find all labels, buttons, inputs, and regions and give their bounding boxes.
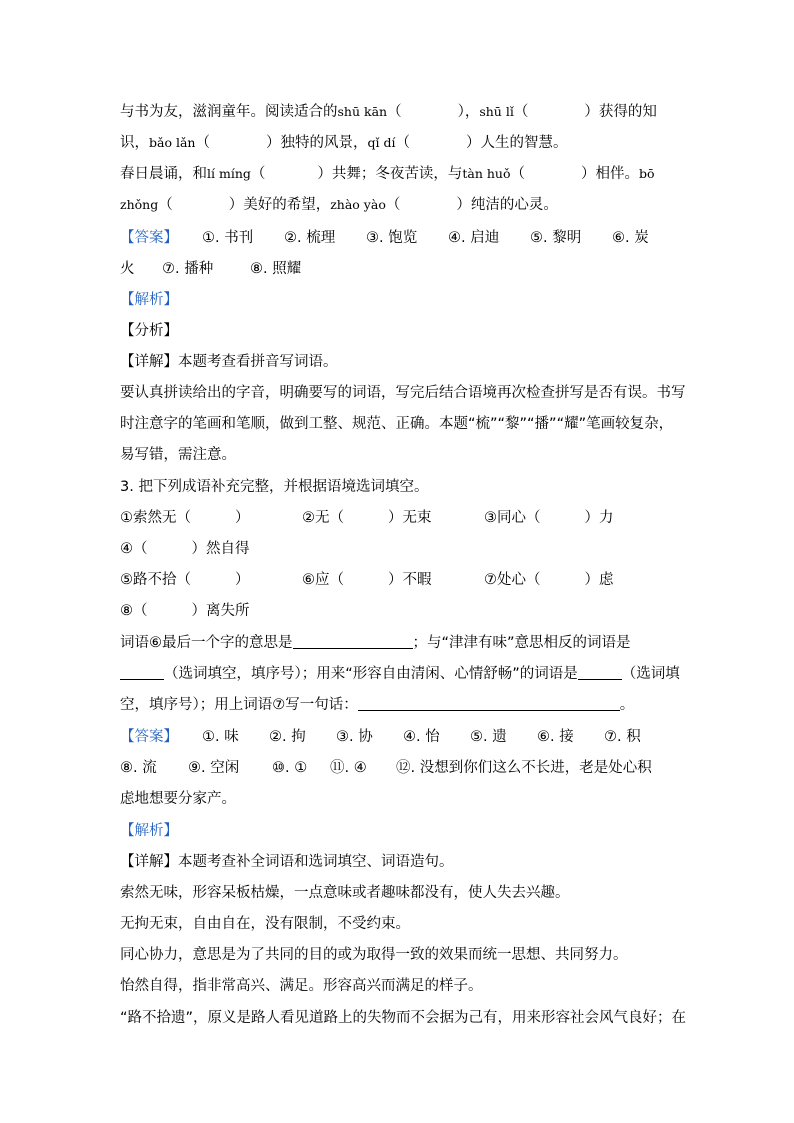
q3-fill-line-1: 词语⑥最后一个字的意思是 ；与“津津有味”意思相反的词语是 [120, 635, 631, 651]
answer-item: ④. 启迪 [448, 230, 500, 246]
pinyin-qidi: qǐ dí [367, 135, 396, 150]
answer-item: ①. 味 [202, 729, 239, 745]
q3-fill-line-3: 空，填序号）；用上词语⑦写一句话： 。 [120, 697, 635, 713]
pinyin-zhong: zhǒng [120, 197, 159, 212]
pinyin-bo: bō [639, 166, 655, 181]
xiangjie-text: 本题考查补全词语和选词填空、词语造句。 [178, 854, 454, 870]
xiangjie-text: 本题考查看拼音写词语。 [178, 354, 338, 370]
idiom-7: ⑦处心（ ）虑 [484, 572, 614, 588]
q2-xiangjie [120, 352, 680, 372]
q3-paragraph-2: 无拘无束，自由自在，没有限制，不受约束。 [120, 916, 410, 932]
q2-explain-2: 时注意字的笔画和笔顺，做到工整、规范、正确。本题“梳”“黎”“播”“耀”笔画较复杂， [120, 416, 674, 432]
paren-open: （ [395, 135, 410, 151]
answer-blank[interactable] [578, 665, 622, 680]
answer-blank[interactable] [120, 665, 164, 680]
q3-row-2 [120, 539, 680, 559]
paren-open: （ [385, 197, 401, 213]
answer-item: ⑩. ① [272, 760, 308, 776]
answer-item: ⑦. 播种 [162, 261, 214, 277]
answer-item: ⑫. 没想到你们这么不长进，老是处心积 [396, 760, 652, 776]
q3-fill-line-2: （选词填空，填序号）；用来“形容自由清闲、心情舒畅”的词语是 （选词填 [120, 664, 680, 684]
q3-row-4 [120, 601, 680, 621]
q2-line4-text-b: ）美好的希望， [228, 197, 331, 213]
pinyin-shukan: shū kān [337, 104, 388, 119]
answer-blank[interactable] [293, 634, 413, 649]
answer-label: 【答案】 [120, 729, 178, 745]
paren-open: （ [513, 104, 529, 120]
pinyin-liming: lí míng [207, 166, 251, 181]
answer-item: ⑤. 遗 [470, 729, 507, 745]
answer-item: ③. 饱览 [366, 230, 418, 246]
answer-item: ③. 协 [336, 729, 373, 745]
q2-answer-line-2 [120, 259, 680, 279]
answer-item: ⑪. ④ [330, 760, 367, 776]
xiangjie-label: 【详解】 [120, 354, 178, 370]
q2-line-2 [120, 133, 680, 153]
paren-open: （ [250, 166, 266, 182]
q2-line2-text-a: 识， [120, 135, 149, 151]
answer-item: ④. 怡 [403, 729, 440, 745]
paren-open: （ [510, 166, 526, 182]
answer-blank[interactable] [358, 696, 620, 711]
q2-line3-text-c: ）共舞；冬夜苦读，与 [317, 166, 463, 182]
answer-item: ⑧. 流 [120, 760, 157, 776]
q2-answer-line-1 [120, 228, 680, 248]
q2-line4-text-d: ）纯洁的心灵。 [456, 197, 558, 213]
q2-line-1 [120, 102, 680, 122]
q2-line3-text-e: ）相伴。 [581, 166, 640, 182]
answer-label: 【答案】 [120, 230, 178, 246]
q2-line1-text-e: ）获得的知 [584, 104, 657, 120]
q3-answer-line-2 [120, 758, 680, 778]
answer-item: ⑨. 空闲 [188, 760, 240, 776]
answer-item: ⑧. 照耀 [250, 261, 302, 277]
q2-line-3 [120, 164, 680, 184]
idiom-8: ⑧（ ）离失所 [120, 603, 250, 619]
q3-answer-line-3: 虑地想要分家产。 [120, 791, 236, 807]
q2-explain-3: 易写错，需注意。 [120, 447, 236, 463]
answer-item: ①. 书刊 [202, 230, 254, 246]
answer-item: ②. 拘 [269, 729, 306, 745]
pinyin-tanhuo: tàn huǒ [462, 166, 511, 181]
pinyin-baolan: bǎo lǎn [149, 135, 196, 150]
answer-item: ⑤. 黎明 [530, 230, 582, 246]
q3-xiangjie [120, 852, 680, 872]
paren-open: （ [158, 197, 173, 213]
q2-explain-1: 要认真拼读给出的字音，明确要写的词语，写完后结合语境再次检查拼写是否有误。书写 [120, 385, 686, 401]
q3-row-1 [120, 508, 680, 528]
q3-answer-line-1 [120, 727, 680, 747]
answer-item: ⑦. 积 [604, 729, 641, 745]
answer-item: 火 [120, 261, 135, 277]
q2-line2-text-e: ）人生的智慧。 [465, 135, 568, 151]
paren-open: （ [387, 104, 402, 120]
q2-line1-text-a: 与书为友，滋润童年。阅读适合的 [120, 104, 338, 120]
idiom-6: ⑥应（ ）不暇 [302, 572, 432, 588]
idiom-5: ⑤路不拾（ ） [120, 572, 250, 588]
paren-open: （ [195, 135, 210, 151]
answer-item: ⑥. 接 [537, 729, 574, 745]
q2-line2-text-c: ）独特的风景， [265, 135, 368, 151]
jiexi-label: 【解析】 [120, 823, 178, 839]
q3-paragraph-5: “路不拾遗”，原义是路人看见道路上的失物而不会据为己有，用来形容社会风气良好；在 [120, 1010, 687, 1026]
q3-paragraph-1: 索然无味，形容呆板枯燥，一点意味或者趣味都没有，使人失去兴趣。 [120, 885, 570, 901]
q2-line3-text-a: 春日晨诵，和 [120, 166, 207, 182]
q3-title: 3. 把下列成语补充完整，并根据语境选词填空。 [120, 479, 429, 495]
answer-item: ⑥. 炭 [612, 230, 649, 246]
xiangjie-label: 【详解】 [120, 854, 178, 870]
q3-row-3 [120, 570, 680, 590]
q2-line-4 [120, 195, 680, 215]
idiom-3: ③同心（ ）力 [484, 510, 614, 526]
answer-item: ②. 梳理 [284, 230, 336, 246]
idiom-2: ②无（ ）无束 [302, 510, 432, 526]
pinyin-zhaoyao: zhào yào [330, 197, 386, 212]
q3-paragraph-4: 怡然自得，指非常高兴、满足。形容高兴而满足的样子。 [120, 978, 483, 994]
paren-close: ）， [457, 104, 480, 120]
pinyin-shuli: shū lǐ [479, 104, 514, 119]
fenxi-label: 【分析】 [120, 323, 178, 339]
idiom-4: ④（ ）然自得 [120, 541, 250, 557]
idiom-1: ①索然无（ ） [120, 510, 250, 526]
jiexi-label: 【解析】 [120, 292, 178, 308]
q3-paragraph-3: 同心协力，意思是为了共同的目的或为取得一致的效果而统一思想、共同努力。 [120, 947, 628, 963]
